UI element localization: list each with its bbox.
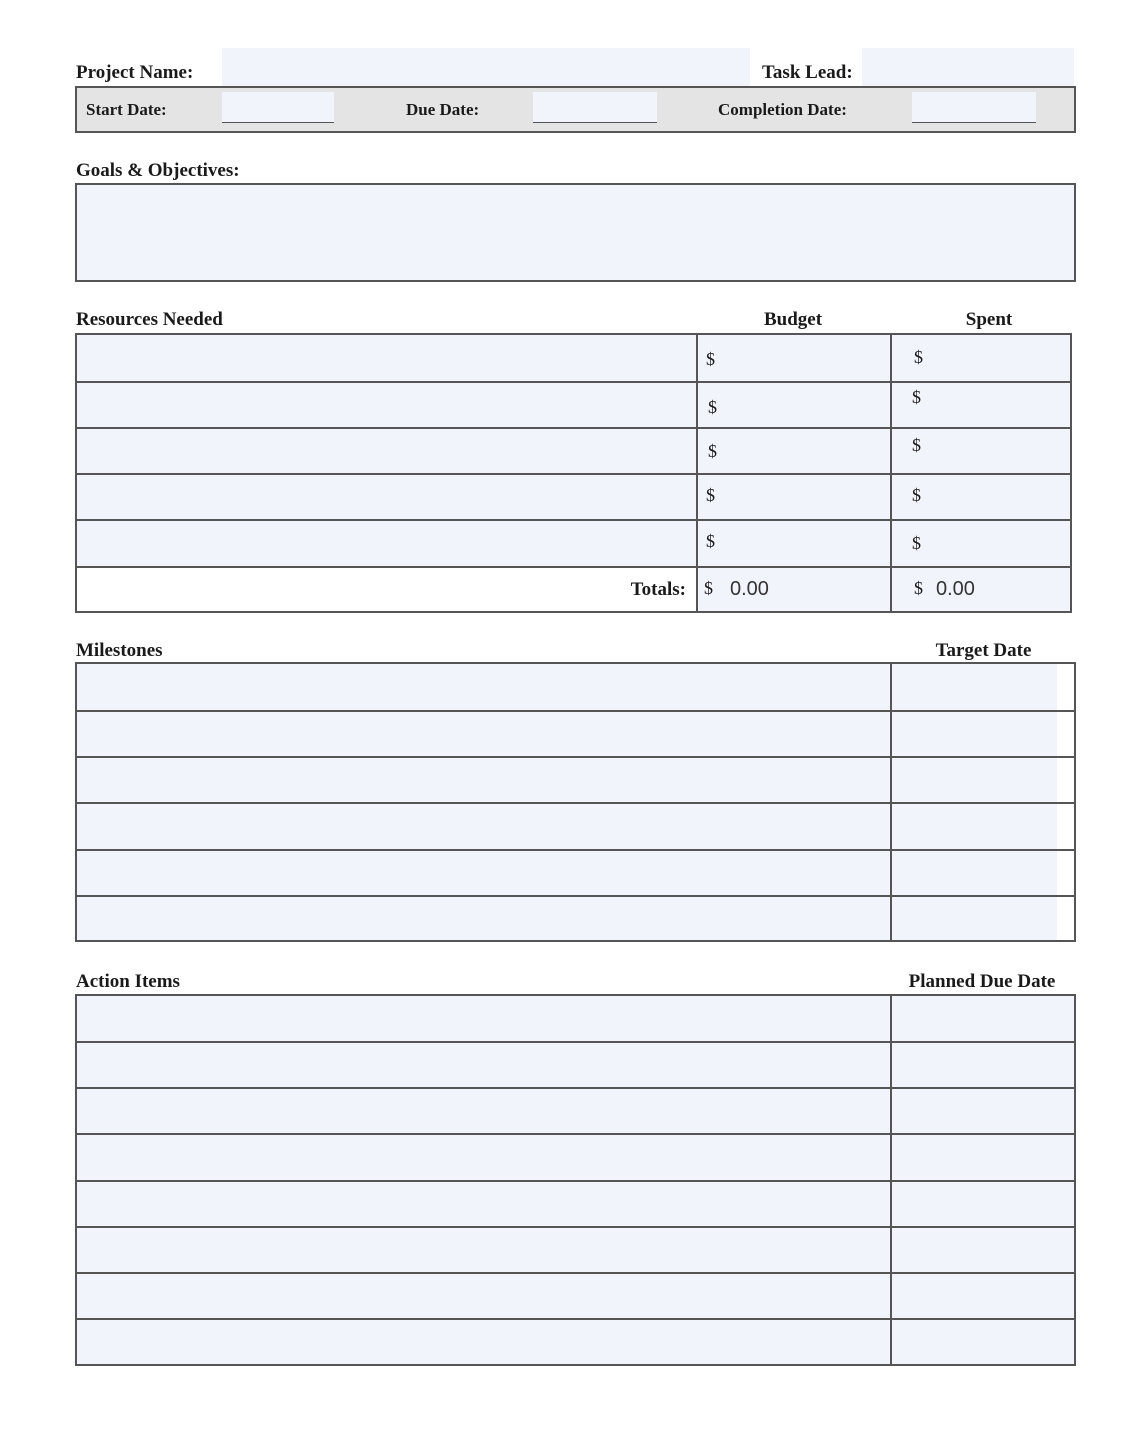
- budget-input[interactable]: [698, 521, 890, 566]
- row-divider: [77, 519, 1070, 521]
- row-divider: [77, 1180, 1074, 1182]
- resource-input[interactable]: [77, 335, 696, 381]
- row-divider: [77, 1272, 1074, 1274]
- milestones-table: [75, 662, 1076, 942]
- completion-date-label: Completion Date:: [718, 100, 847, 119]
- milestone-input[interactable]: [77, 758, 890, 802]
- completion-date-input[interactable]: [912, 92, 1036, 123]
- milestone-date-input[interactable]: [892, 804, 1057, 849]
- start-date-label: Start Date:: [86, 100, 167, 119]
- resource-input[interactable]: [77, 521, 696, 566]
- budget-input[interactable]: [698, 383, 890, 427]
- resources-title: Resources Needed: [76, 309, 223, 330]
- action-item-date-input[interactable]: [892, 996, 1074, 1041]
- row-divider: [77, 1041, 1074, 1043]
- row-divider: [77, 895, 1074, 897]
- milestone-input[interactable]: [77, 712, 890, 756]
- row-divider: [77, 756, 1074, 758]
- goals-label: Goals & Objectives:: [76, 160, 240, 181]
- action-item-input[interactable]: [77, 1274, 890, 1318]
- budget-dollar-sign: $: [706, 485, 715, 505]
- spent-input[interactable]: [892, 429, 1070, 473]
- budget-input[interactable]: [698, 335, 890, 381]
- budget-total-dollar-sign: $: [704, 578, 713, 598]
- action-item-date-input[interactable]: [892, 1135, 1074, 1180]
- budget-dollar-sign: $: [706, 349, 715, 369]
- column-divider: [696, 335, 698, 611]
- budget-total-value: 0.00: [730, 578, 769, 600]
- row-divider: [77, 473, 1070, 475]
- due-date-label: Due Date:: [406, 100, 480, 119]
- action-item-date-input[interactable]: [892, 1089, 1074, 1133]
- action-item-input[interactable]: [77, 996, 890, 1041]
- spent-total-value: 0.00: [936, 578, 975, 600]
- milestones-title: Milestones: [76, 640, 163, 661]
- row-divider: [77, 566, 1070, 568]
- milestone-date-input[interactable]: [892, 758, 1057, 802]
- milestone-date-input[interactable]: [892, 664, 1057, 710]
- resource-input[interactable]: [77, 429, 696, 473]
- action-item-input[interactable]: [77, 1228, 890, 1272]
- action-items-title: Action Items: [76, 971, 180, 992]
- project-name-input[interactable]: [222, 48, 750, 87]
- row-divider: [77, 1226, 1074, 1228]
- budget-dollar-sign: $: [706, 531, 715, 551]
- action-items-table: [75, 994, 1076, 1366]
- action-item-input[interactable]: [77, 1182, 890, 1226]
- spent-dollar-sign: $: [912, 387, 921, 407]
- target-date-header: Target Date: [935, 640, 1032, 661]
- column-divider: [890, 664, 892, 940]
- task-lead-label: Task Lead:: [762, 62, 853, 83]
- column-divider: [890, 335, 892, 611]
- action-item-input[interactable]: [77, 1135, 890, 1180]
- budget-input[interactable]: [698, 429, 890, 473]
- planned-due-date-header: Planned Due Date: [908, 971, 1056, 992]
- row-divider: [77, 1133, 1074, 1135]
- row-divider: [77, 802, 1074, 804]
- budget-total-field: [698, 568, 890, 611]
- spent-input[interactable]: [892, 335, 1070, 381]
- action-item-date-input[interactable]: [892, 1182, 1074, 1226]
- column-divider: [890, 996, 892, 1364]
- row-divider: [77, 1087, 1074, 1089]
- resources-table: [75, 333, 1072, 613]
- budget-input[interactable]: [698, 475, 890, 519]
- budget-dollar-sign: $: [708, 397, 717, 417]
- action-item-date-input[interactable]: [892, 1043, 1074, 1087]
- start-date-input[interactable]: [222, 92, 334, 123]
- row-divider: [77, 427, 1070, 429]
- action-item-input[interactable]: [77, 1043, 890, 1087]
- spent-dollar-sign: $: [914, 347, 923, 367]
- spent-dollar-sign: $: [912, 533, 921, 553]
- spent-header: Spent: [965, 309, 1013, 330]
- due-date-input[interactable]: [533, 92, 657, 123]
- milestone-date-input[interactable]: [892, 712, 1057, 756]
- action-item-input[interactable]: [77, 1320, 890, 1364]
- milestone-input[interactable]: [77, 851, 890, 895]
- action-item-date-input[interactable]: [892, 1228, 1074, 1272]
- spent-dollar-sign: $: [912, 435, 921, 455]
- resource-input[interactable]: [77, 475, 696, 519]
- row-divider: [77, 381, 1070, 383]
- spent-total-dollar-sign: $: [914, 578, 923, 598]
- task-lead-input[interactable]: [862, 48, 1074, 87]
- milestone-input[interactable]: [77, 804, 890, 849]
- totals-label: Totals:: [630, 579, 686, 600]
- row-divider: [77, 849, 1074, 851]
- project-name-label: Project Name:: [76, 62, 194, 83]
- action-item-input[interactable]: [77, 1089, 890, 1133]
- action-item-date-input[interactable]: [892, 1320, 1074, 1364]
- action-item-date-input[interactable]: [892, 1274, 1074, 1318]
- resource-input[interactable]: [77, 383, 696, 427]
- spent-dollar-sign: $: [912, 485, 921, 505]
- budget-dollar-sign: $: [708, 441, 717, 461]
- goals-textarea[interactable]: [75, 183, 1076, 282]
- milestone-date-input[interactable]: [892, 851, 1057, 895]
- milestone-input[interactable]: [77, 897, 890, 940]
- spent-input[interactable]: [892, 475, 1070, 519]
- spent-input[interactable]: [892, 383, 1070, 427]
- row-divider: [77, 1318, 1074, 1320]
- spent-total-field: [892, 568, 1070, 611]
- row-divider: [77, 710, 1074, 712]
- spent-input[interactable]: [892, 521, 1070, 566]
- milestone-date-input[interactable]: [892, 897, 1057, 940]
- budget-header: Budget: [763, 309, 823, 330]
- milestone-input[interactable]: [77, 664, 890, 710]
